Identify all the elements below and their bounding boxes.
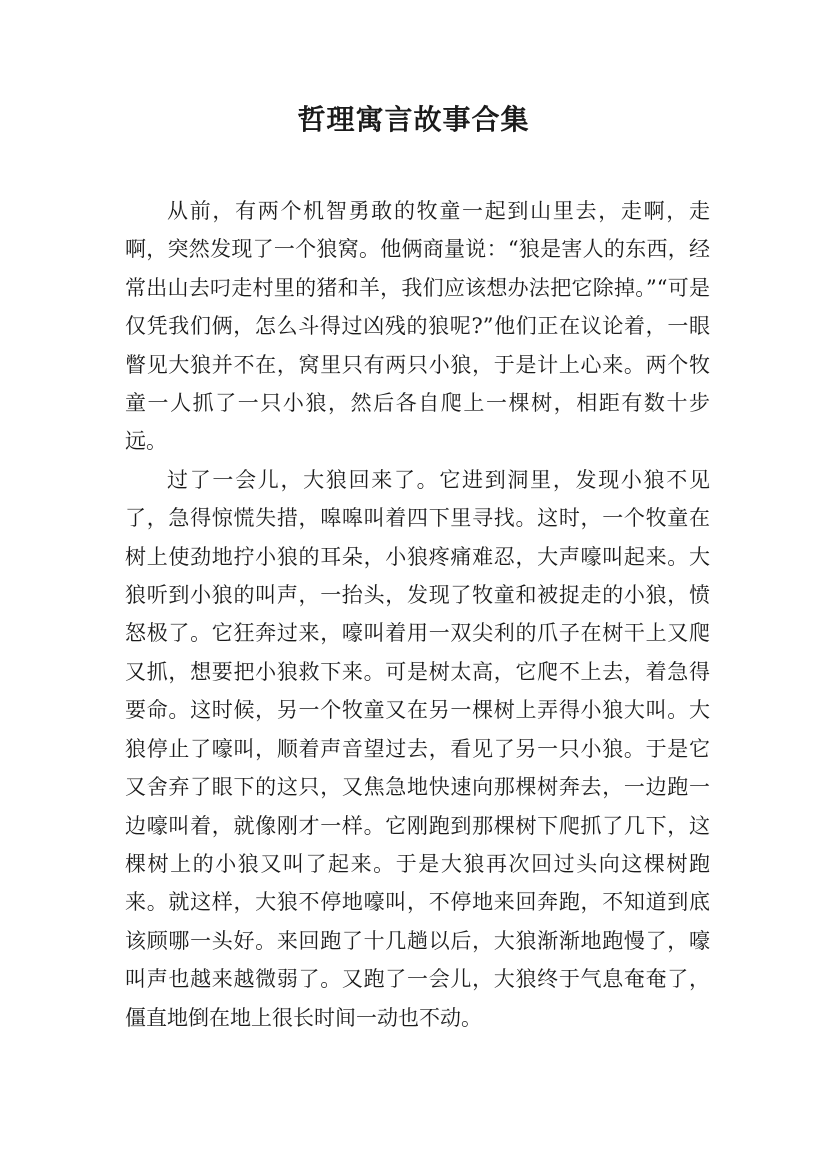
document-title: 哲理寓言故事合集 [297,103,530,136]
paragraph-1: 从前，有两个机智勇敢的牧童一起到山里去，走啊，走啊，突然发现了一个狼窝。他俩商量说：“狼是害人的东西，经常出山去叼走村里的猪和羊，我们应该想办法把它除掉。”“可是仅凭我们俩，怎么斗得过凶残的狼呢?”他们正在议论着，一眼瞥见大狼并不在，窝里只有两只小狼，于是计上心来。两个牧童一人抓了一只小狼，然后各自爬上一棵树，相距有数十步远。 [125,199,710,454]
document-body [125,192,710,1037]
paragraph-2: 过了一会儿，大狼回来了。它进到洞里，发现小狼不见了，急得惊慌失措，嗥嗥叫着四下里寻找。这时，一个牧童在树上使劲地拧小狼的耳朵，小狼疼痛难忍，大声嚎叫起来。大狼听到小狼的叫声，一抬头，发现了牧童和被捉走的小狼，愤怒极了。它狂奔过来，嚎叫着用一双尖利的爪子在树干上又爬又抓，想要把小狼救下来。可是树太高，它爬不上去，着急得要命。这时候，另一个牧童又在另一棵树上弄得小狼大叫。大狼停止了嚎叫，顺着声音望过去，看见了另一只小狼。于是它又舍弃了眼下的这只，又焦急地快速向那棵树奔去，一边跑一边嚎叫着，就像刚才一样。它刚跑到那棵树下爬抓了几下，这棵树上的小狼又叫了起来。于是大狼再次回过头向这棵树跑来。就这样，大狼不停地嚎叫，不停地来回奔跑，不知道到底该顾哪一头好。来回跑了十几趟以后，大狼渐渐地跑慢了，嚎叫声也越来越微弱了。又跑了一会儿，大狼终于气息奄奄了，僵直地倒在地上很长时间一动也不动。 [125,467,710,1030]
